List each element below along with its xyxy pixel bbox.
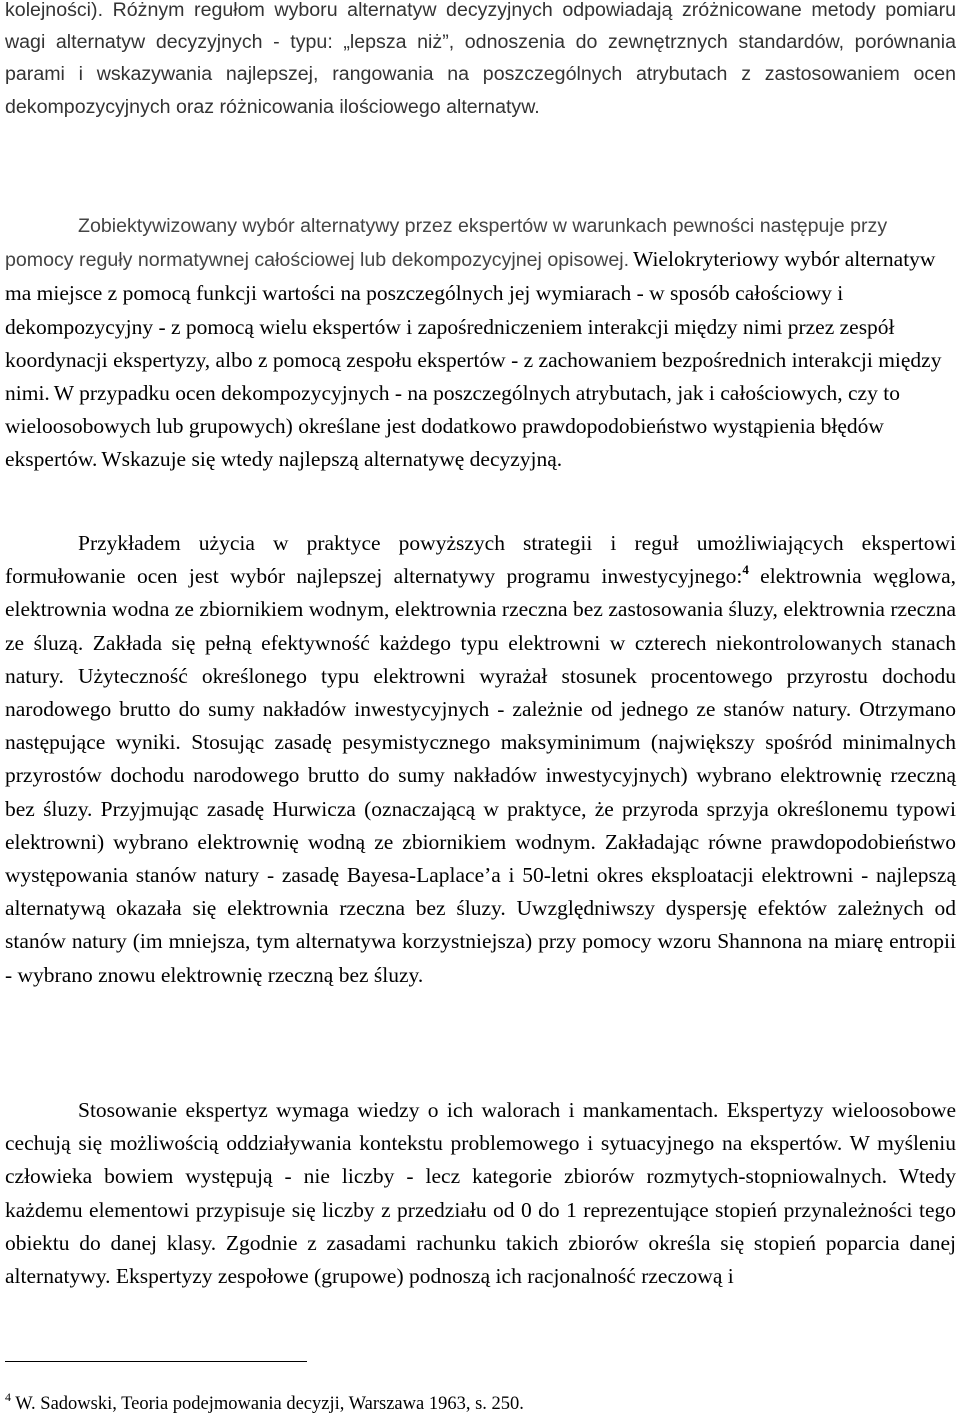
paragraph-4-part-e: Zgodnie z zasadami rachunku takich zbiorów określa się stopień poparcia danej alternatywy.	[5, 1230, 956, 1289]
paragraph-3-part-c: Zakłada się pełną efektywność każdego typu elektrowni w czterech niekontrolowanych stanach natury.	[5, 630, 957, 688]
paragraph-1	[5, 0, 956, 123]
footnote-text: W. Sadowski, Teoria podejmowania decyzji, Warszawa 1963, s. 250.	[15, 1394, 524, 1414]
paragraph-3	[5, 527, 956, 992]
paragraph-2-part-b: Wielokryteriowy wybór alternatyw ma miejsce z pomocą funkcji wartości na poszczególnych jej wymiarach - w sposób całościowy i dekompozycyjny - z pomocą wielu ekspertów i zapośredniczeniem interakcji między nimi przez zespół koordynacji ekspertyzy, albo z pomocą zespołu ekspertów - z zachowaniem bezpośrednich interakcji między nimi.	[5, 247, 942, 406]
footnote	[5, 1392, 524, 1416]
paragraph-4-part-f: Ekspertyzy zespołowe (grupowe) podnoszą ich racjonalność rzeczową i	[115, 1264, 734, 1289]
paragraph-4-part-b: Ekspertyzy wieloosobowe cechują się możliwością oddziaływania kontekstu problemowego i sytuacyjnego na ekspertów.	[5, 1098, 957, 1156]
paragraph-3-part-h: Zakładając równe prawdopodobieństwo występowania stanów natury - zasadę Bayesa-Laplace’a i 50-letni okres eksploatacji elektrowni - najlepszą alternatywą okazała się elektrownia rzeczna bez śluzy.	[5, 829, 957, 921]
paragraph-3-part-f: Stosując zasadę pesymistycznego maksyminimum (największy spośród minimalnych przyrostów dochodu narodowego brutto do sumy nakładów inwestycyjnych) wybrano elektrownię rzeczną bez śluzy.	[5, 730, 956, 821]
paragraph-3-part-b: elektrownia węglowa, elektrownia wodna ze zbiornikiem wodnym, elektrownia rzeczna bez zastosowania śluzy, elektrownia rzeczna ze śluzą.	[5, 564, 956, 655]
footnote-separator	[5, 1361, 307, 1362]
paragraph-3-part-g: Przyjmując zasadę Hurwicza (oznaczającą w praktyce, że przyroda sprzyja określonemu typowi elektrowni) wybrano elektrownię wodną ze zbiornikiem wodnym.	[5, 796, 957, 854]
paragraph-3-part-a: Przykładem użycia w praktyce powyższych strategii i reguł umożliwiających ekspertowi formułowanie ocen jest wybór najlepszej alternatywy programu inwestycyjnego:	[5, 531, 956, 589]
paragraph-2-part-d: Wskazuje się wtedy najlepszą alternatywę decyzyjną.	[101, 447, 563, 472]
paragraph-4-part-a: Stosowanie ekspertyz wymaga wiedzy o ich walorach i mankamentach.	[78, 1098, 719, 1122]
paragraph-3-part-d: Użyteczność określonego typu elektrowni wyrażał stosunek procentowego przyrostu dochodu narodowego brutto do sumy nakładów inwestycyjnych - zależnie od jednego ze stanów natury.	[5, 663, 956, 722]
paragraph-1-body: Różnym regułom wyboru alternatyw decyzyjnych odpowiadają zróżnicowane metody pomiaru wagi alternatyw decyzyjnych - typu: „lepsza niż”, odnoszenia do zewnętrznych standardów, porównania parami i wskazywania najlepszej, rangowania na poszczególnych atrybutach z zastosowaniem ocen dekompozycyjnych oraz różnicowania ilościowego alternatyw.	[5, 0, 956, 118]
paragraph-4-part-d: Wtedy każdemu elementowi przypisuje się liczby z przedziału od 0 do 1 reprezentujące stopień przynależności tego obiektu do danej klasy.	[5, 1164, 956, 1255]
paragraph-2	[5, 210, 956, 477]
paragraph-2-part-a: Zobiektywizowany wybór alternatywy przez ekspertów w warunkach pewności następuje przy pomocy reguły normatywnej całościowej lub dekompozycyjnej opisowej.	[5, 215, 888, 272]
paragraph-4-part-c: W myśleniu człowieka bowiem występują - nie liczby - lecz kategorie zbiorów rozmytych-stopniowalnych.	[5, 1131, 957, 1189]
paragraph-3-part-e: Otrzymano następujące wyniki.	[5, 697, 956, 755]
paragraph-3-part-i: Uwzględniwszy dyspersję efektów zależnych od stanów natury (im mniejsza, tym alternatywa korzystniejsza) przy pomocy wzoru Shannona na miarę entropii - wybrano znowu elektrownię rzeczną bez śluzy.	[5, 896, 957, 987]
footnote-number: 4	[5, 1390, 11, 1404]
paragraph-1-lead: kolejności).	[5, 0, 104, 21]
paragraph-4	[5, 1094, 956, 1293]
footnote-reference[interactable]: 4	[742, 562, 749, 578]
paragraph-2-part-c: W przypadku ocen dekompozycyjnych - na poszczególnych atrybutach, jak i całościowych, czy to wieloosobowych lub grupowych) określane jest dodatkowo prawdopodobieństwo wystąpienia błędów ekspertów.	[5, 381, 900, 472]
